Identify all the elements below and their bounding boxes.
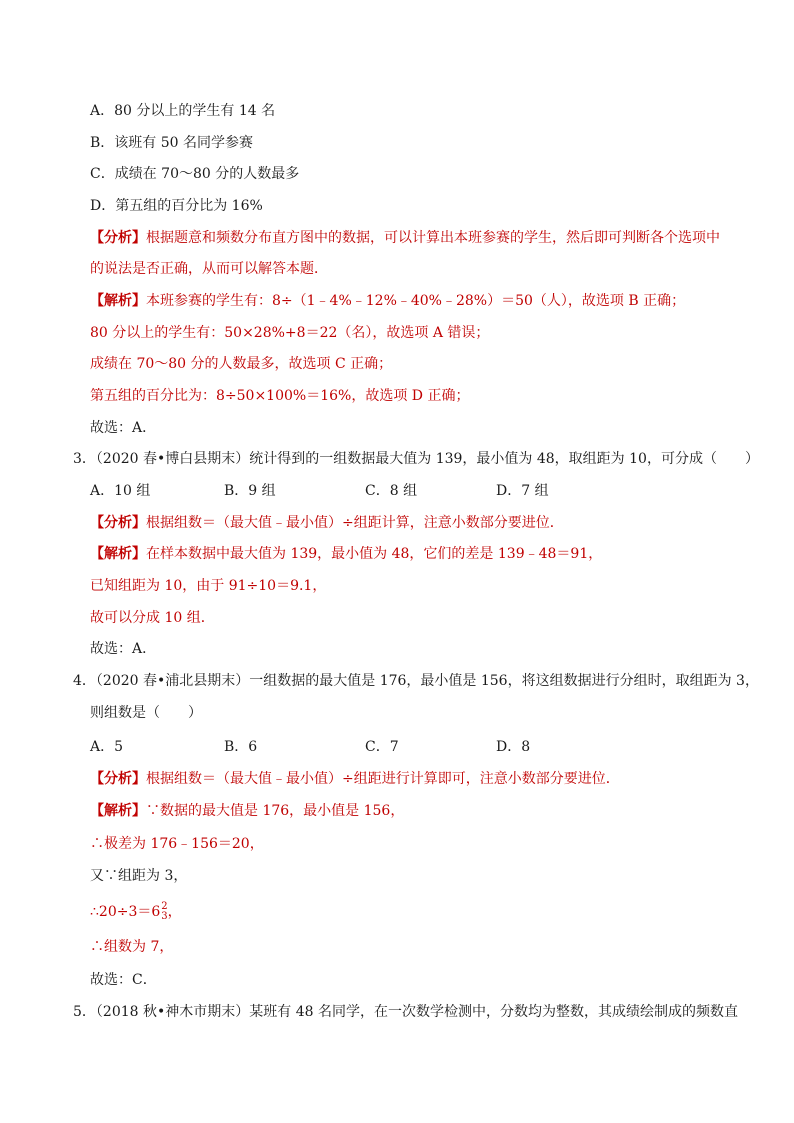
- q2-solution-line2: 80 分以上的学生有：50×28%+8＝22（名），故选项 A 错误；: [90, 325, 490, 341]
- q3-solution-line3: 故可以分成 10 组．: [90, 610, 215, 626]
- q2-option-d: D．第五组的百分比为 16%: [90, 198, 263, 214]
- q3-solution-line2: 已知组距为 10，由于 91÷10＝9.1，: [90, 578, 327, 594]
- q4-solution-line1: 【解析】∵数据的最大值是 176，最小值是 156，: [90, 803, 405, 819]
- q4-solution-line4: ∴20÷3＝6 2 3 ，: [90, 901, 182, 922]
- q2-solution-line4: 第五组的百分比为：8÷50×100%＝16%，故选项 D 正确；: [90, 388, 470, 404]
- q2-analysis-line2: 的说法是否正确，从而可以解答本题．: [90, 261, 328, 277]
- q4-solution-line3: 又∵组距为 3，: [90, 868, 188, 884]
- q4-option-b: B．6: [224, 739, 258, 755]
- q4-solution-line2: ∴极差为 176﹣156＝20，: [90, 836, 264, 852]
- q4-option-a: A．5: [90, 739, 124, 755]
- q3-solution-line1: 【解析】在样本数据中最大值为 139，最小值为 48，它们的差是 139﹣48＝91，: [90, 546, 603, 562]
- analysis-tag: 【分析】: [90, 515, 146, 531]
- q2-option-c: C．成绩在 70～80 分的人数最多: [90, 166, 300, 182]
- q3-option-d: D．7 组: [496, 483, 549, 499]
- q4-solution-line5: ∴组数为 7，: [90, 939, 174, 955]
- q3-option-a: A．10 组: [90, 483, 151, 499]
- q4-answer: 故选：C．: [90, 972, 157, 988]
- q3-stem: 3．（2020 春•博白县期末）统计得到的一组数据最大值为 139，最小值为 48，取组距为 10，可分成（ ）: [73, 451, 759, 467]
- q3-option-c: C．8 组: [365, 483, 418, 499]
- q2-answer: 故选：A．: [90, 420, 157, 436]
- analysis-tag: 【分析】: [90, 771, 146, 787]
- q2-option-b: B．该班有 50 名同学参赛: [90, 135, 254, 151]
- q3-analysis: 【分析】根据组数＝（最大值﹣最小值）÷组距计算，注意小数部分要进位．: [90, 515, 564, 531]
- mixed-fraction: 2 3: [161, 901, 168, 922]
- solution-tag: 【解析】: [90, 546, 146, 562]
- q2-solution-line3: 成绩在 70～80 分的人数最多，故选项 C 正确；: [90, 356, 393, 372]
- q2-analysis-line1: 【分析】根据题意和频数分布直方图中的数据，可以计算出本班参赛的学生，然后即可判断各个选项中: [90, 230, 720, 246]
- solution-tag: 【解析】: [90, 803, 146, 819]
- q4-analysis: 【分析】根据组数＝（最大值﹣最小值）÷组距进行计算即可，注意小数部分要进位．: [90, 771, 620, 787]
- q4-option-c: C．7: [365, 739, 399, 755]
- q2-solution-line1: 【解析】本班参赛的学生有：8÷（1﹣4%﹣12%﹣40%﹣28%）＝50（人），故选项 B 正确；: [90, 293, 686, 309]
- q4-option-d: D．8: [496, 739, 531, 755]
- solution-tag: 【解析】: [90, 293, 146, 309]
- q3-option-b: B．9 组: [224, 483, 276, 499]
- q4-stem-line1: 4．（2020 春•浦北县期末）一组数据的最大值是 176，最小值是 156，将这组数据进行分组时，取组距为 3，: [73, 673, 759, 689]
- q5-stem: 5．（2018 秋•神木市期末）某班有 48 名同学，在一次数学检测中，分数均为整数，其成绩绘制成的频数直: [73, 1004, 738, 1020]
- q4-stem-line2: 则组数是（ ）: [90, 705, 202, 721]
- q3-answer: 故选：A．: [90, 641, 157, 657]
- analysis-tag: 【分析】: [90, 230, 146, 246]
- q2-option-a: A．80 分以上的学生有 14 名: [90, 103, 276, 119]
